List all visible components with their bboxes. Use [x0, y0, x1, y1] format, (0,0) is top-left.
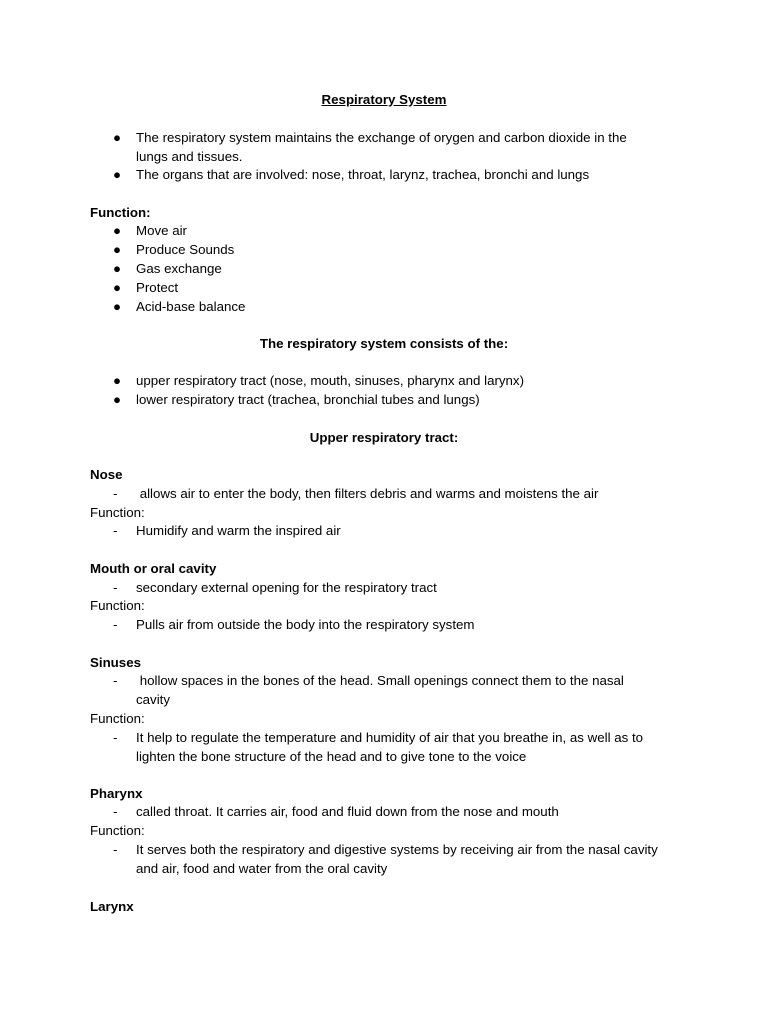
nose-heading: Nose: [90, 467, 123, 482]
function-item: Produce Sounds: [136, 242, 235, 257]
mouth-function: Pulls air from outside the body into the respiratory system: [136, 617, 475, 632]
pharynx-function-line-2: and air, food and water from the oral cavity: [136, 861, 388, 876]
nose-description: allows air to enter the body, then filters debris and warms and moistens the air: [136, 486, 599, 501]
function-item: Protect: [136, 280, 179, 295]
dash-marker: -: [113, 486, 118, 501]
intro-bullet-1-line-2: lungs and tissues.: [136, 149, 243, 164]
sinuses-description-line-1: hollow spaces in the bones of the head. Small openings connect them to the nasal: [136, 673, 624, 688]
bullet-marker: ●: [113, 167, 122, 182]
sinuses-function-line-1: It help to regulate the temperature and humidity of air that you breathe in, as well as to: [136, 730, 644, 745]
dash-marker: -: [113, 673, 118, 688]
function-label: Function:: [90, 711, 145, 726]
function-label: Function:: [90, 823, 145, 838]
bullet-marker: ●: [113, 242, 122, 257]
mouth-description: secondary external opening for the respiratory tract: [136, 580, 437, 595]
sinuses-function-line-2: lighten the bone structure of the head and to give tone to the voice: [136, 749, 527, 764]
intro-bullet-1-line-1: The respiratory system maintains the exchange of orygen and carbon dioxide in the: [136, 130, 627, 145]
pharynx-function-line-1: It serves both the respiratory and digestive systems by receiving air from the nasal cavity: [136, 842, 658, 857]
function-heading: Function:: [90, 205, 151, 220]
function-item: Gas exchange: [136, 261, 222, 276]
nose-function: Humidify and warm the inspired air: [136, 523, 341, 538]
function-label: Function:: [90, 598, 145, 613]
sinuses-description-line-2: cavity: [136, 692, 170, 707]
bullet-marker: ●: [113, 299, 122, 314]
bullet-marker: ●: [113, 280, 122, 295]
bullet-marker: ●: [113, 130, 122, 145]
function-item: Move air: [136, 223, 187, 238]
intro-bullet-2: The organs that are involved: nose, throat, larynz, trachea, bronchi and lungs: [136, 167, 590, 182]
dash-marker: -: [113, 804, 118, 819]
function-label: Function:: [90, 505, 145, 520]
tract-item: lower respiratory tract (trachea, bronchial tubes and lungs): [136, 392, 480, 407]
tract-item: upper respiratory tract (nose, mouth, sinuses, pharynx and larynx): [136, 373, 525, 388]
dash-marker: -: [113, 523, 118, 538]
dash-marker: -: [113, 617, 118, 632]
dash-marker: -: [113, 580, 118, 595]
bullet-marker: ●: [113, 392, 122, 407]
mouth-heading: Mouth or oral cavity: [90, 561, 217, 576]
function-item: Acid-base balance: [136, 299, 246, 314]
pharynx-description: called throat. It carries air, food and fluid down from the nose and mouth: [136, 804, 559, 819]
bullet-marker: ●: [113, 261, 122, 276]
dash-marker: -: [113, 842, 118, 857]
pharynx-heading: Pharynx: [90, 786, 143, 801]
document-title: Respiratory System: [321, 92, 447, 107]
upper-tract-heading: Upper respiratory tract:: [309, 430, 459, 445]
larynx-heading: Larynx: [90, 899, 134, 914]
consists-heading: The respiratory system consists of the:: [259, 336, 509, 351]
bullet-marker: ●: [113, 373, 122, 388]
sinuses-heading: Sinuses: [90, 655, 141, 670]
dash-marker: -: [113, 730, 118, 745]
bullet-marker: ●: [113, 223, 122, 238]
